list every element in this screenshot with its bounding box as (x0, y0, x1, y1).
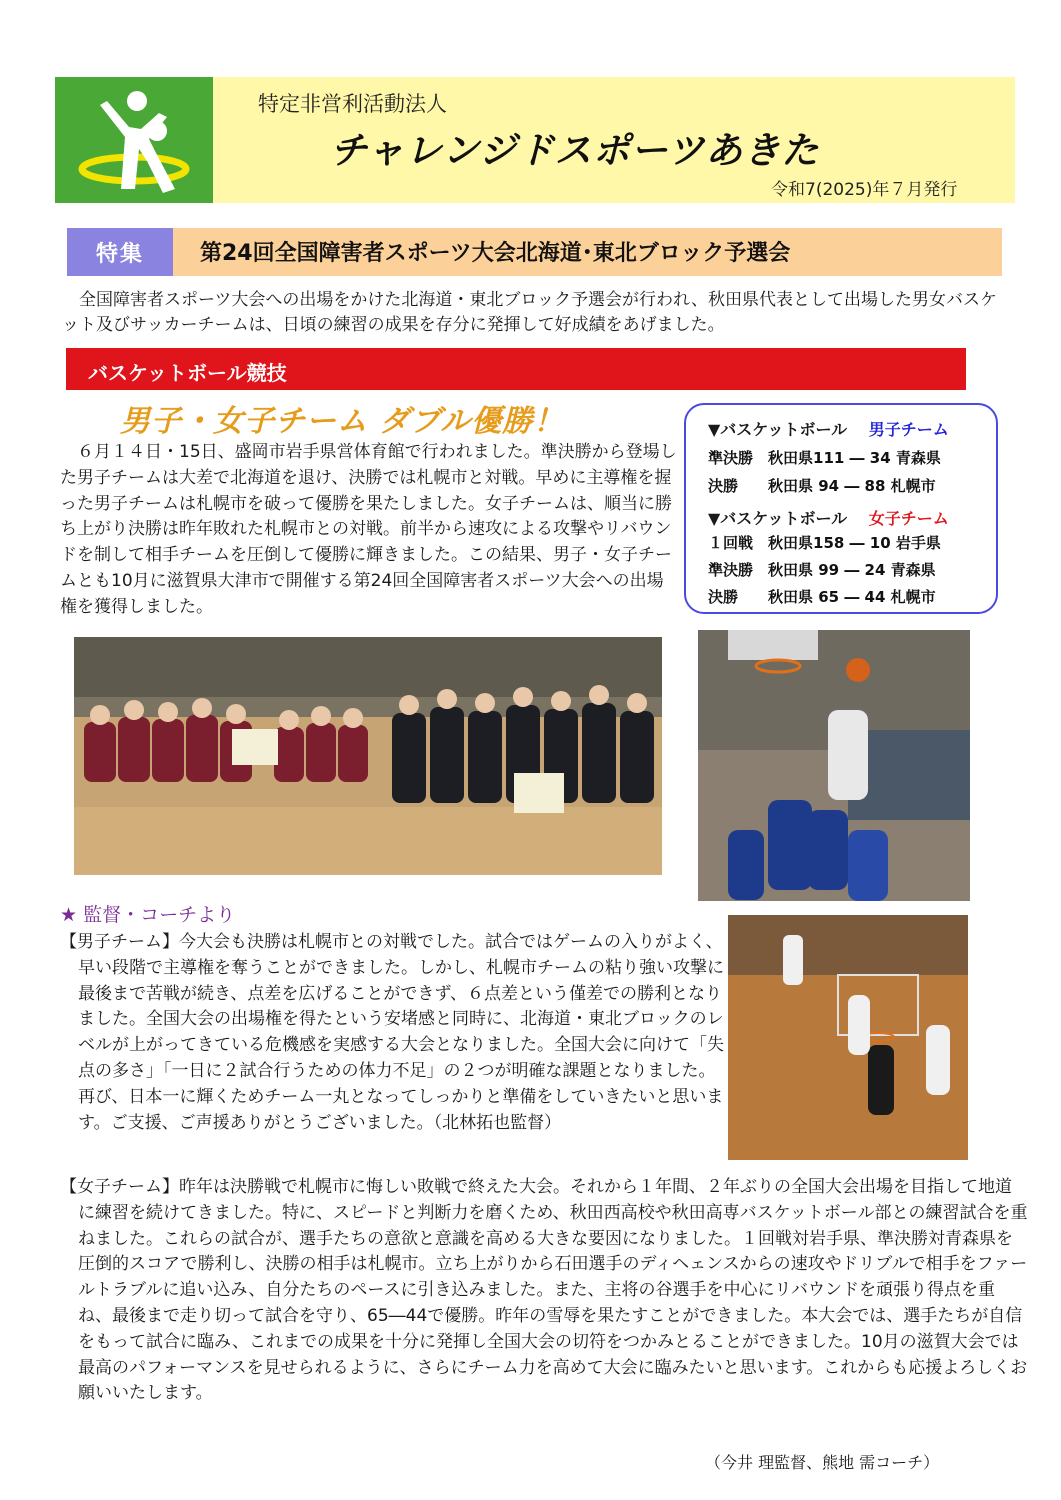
result-row: 準決勝 秋田県111 ― 34 青森県 (708, 449, 941, 467)
section-title: バスケットボール競技 (88, 361, 287, 385)
org-name: チャレンジドスポーツあきた (330, 129, 820, 172)
report-paragraph: ６月１４日・15日、盛岡市岩手県営体育館で行われました。準決勝から登場した男子チームは大差で北海道を退け、決勝では札幌市と対戦。早めに主導権を握った男子チームは札幌市を破って優勝を果たしました。女子チームは、順当に勝ち上がり決勝は昨年敗れた札幌市との対戦。前半から速攻による攻撃やリバウンドを制して相手チームを圧倒して優勝に輝きました。この結果、男子・女子チームとも10月に滋賀県大津市で開催する第24回全国障害者スポーツ大会への出場権を獲得しました。 (60, 442, 677, 617)
coach-women-comment: 【女子チーム】昨年は決勝戦で札幌市に悔しい敗戦で終えた大会。それから１年間、２年ぶりの全国大会出場を目指して地道に練習を続けてきました。特に、スピードと判断力を磨くため、秋田西高校や秋田高専バスケットボール部との練習試合を重ねました。これらの試合が、選手たちの意欲と意識を高める大きな要因になりました。１回戦対岩手県、準決勝対青森県を圧倒的スコアで勝利し、決勝の相手は札幌市。立ち上がりから石田選手のディヘェンスからの速攻やドリブルで相手をファールトラブルに追い込み、自分たちのペースに引き込みました。また、主将の谷選手を中心にリバウンドを頑張り得点を重ね、最後まで走り切って試合を守り、65―44で優勝。昨年の雪辱を果たすことができました。本大会では、選手たちが自信をもって試合に臨み、これまでの成果を十分に発揮し全国大会の切符をつかみとることができました。10月の滋賀大会では最高のパフォーマンスを見せられるように、さらにチーム力を高めて大会に臨みたいと思います。これからも応援よろしくお願いいたします。 (60, 1177, 1028, 1404)
logo (55, 77, 213, 203)
men-game-photo (698, 630, 970, 901)
women-results-title: ▼バスケットボール (708, 509, 848, 528)
men-team-label: 男子チーム (868, 420, 949, 439)
coach-heading: ★ 監督・コーチより (60, 904, 236, 926)
feature-title: 第24回全国障害者スポーツ大会北海道･東北ブロック予選会 (200, 241, 791, 266)
result-row: 決勝 秋田県 65 ― 44 札幌市 (708, 588, 936, 606)
headline: 男子・女子チーム ダブル優勝！ (120, 404, 565, 439)
result-row: １回戦 秋田県158 ― 10 岩手県 (708, 534, 941, 552)
intro-paragraph: 全国障害者スポーツ大会への出場をかけた北海道・東北ブロック予選会が行われ、秋田県代表として出場した男女バスケット及びサッカーチームは、日頃の練習の成果を存分に発揮して好成績をあげました。 (62, 290, 997, 335)
person-cheering-icon (55, 77, 213, 203)
women-game-photo (728, 915, 968, 1160)
coach-women-signature: （今井 理監督、熊地 需コーチ） (705, 1453, 940, 1472)
men-results-heading (708, 417, 949, 440)
feature-label: 特集 (67, 228, 173, 276)
result-row: 決勝 秋田県 94 ― 88 札幌市 (708, 477, 936, 495)
issue-date: 令和7(2025)年７月発行 (771, 180, 958, 200)
org-type: 特定非営利活動法人 (258, 92, 447, 116)
coach-men-comment: 【男子チーム】今大会も決勝は札幌市との対戦でした。試合ではゲームの入りがよく、早い段階で主導権を奪うことができました。しかし、札幌市チームの粘り強い攻撃に最後まで苦戦が続き、点差を広げることができず、６点差という僅差での勝利となりました。全国大会の出場権を得たという安堵感と同時に、北海道・東北ブロックのレベルが上がってきている危機感を実感する大会となりました。全国大会に向けて「失点の多さ」「一日に２試合行うための体力不足」の２つが明確な課題となりました。再び、日本一に輝くためチーム一丸となってしっかりと準備をしていきたいと思います。ご支援、ご声援ありがとうございました。（北林拓也監督） (60, 932, 724, 1133)
women-results-heading (708, 506, 949, 529)
results-box (684, 403, 998, 614)
team-group-photo (74, 637, 662, 875)
men-results-title: ▼バスケットボール (708, 420, 848, 439)
women-team-label: 女子チーム (868, 509, 949, 528)
result-row: 準決勝 秋田県 99 ― 24 青森県 (708, 561, 936, 579)
